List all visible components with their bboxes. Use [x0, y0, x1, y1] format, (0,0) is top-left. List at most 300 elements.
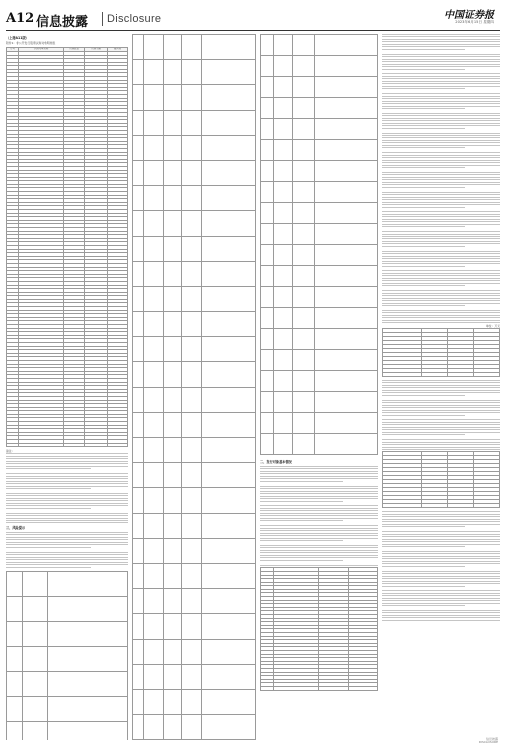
table-cell [164, 513, 182, 538]
text-line [382, 177, 500, 178]
table-row [261, 245, 378, 266]
table-cell [181, 261, 201, 286]
text-line [382, 439, 500, 440]
table-cell [164, 563, 182, 588]
text-line [6, 493, 128, 494]
table-cell [144, 563, 164, 588]
text-line [382, 571, 500, 572]
table-cell [314, 182, 377, 203]
text-line [260, 528, 378, 529]
table-row [7, 722, 128, 740]
detail-table-body [7, 572, 128, 740]
table-cell [273, 371, 292, 392]
table-cell [144, 614, 164, 639]
table-header-cell: 限售期 [108, 48, 128, 52]
text-line [382, 275, 500, 276]
text-line [382, 78, 500, 79]
financial-table-2 [382, 451, 500, 508]
text-line [260, 505, 378, 506]
investor-table-continued [260, 34, 378, 455]
table-cell [144, 236, 164, 261]
text-line [6, 552, 128, 553]
table-cell [261, 98, 274, 119]
table-cell [181, 538, 201, 563]
table-cell [181, 337, 201, 362]
table-cell [144, 463, 164, 488]
text-line [382, 118, 500, 119]
text-line [382, 199, 500, 200]
text-line [382, 432, 500, 433]
table-cell [348, 686, 377, 690]
text-line [382, 390, 500, 391]
table-row [261, 140, 378, 161]
subscriber-table-body [7, 51, 128, 446]
text-line [382, 293, 500, 294]
text-line [382, 152, 500, 153]
table-row [133, 715, 256, 740]
text-line [382, 263, 500, 264]
table-cell [144, 362, 164, 387]
table-cell [202, 337, 256, 362]
table-row [133, 186, 256, 211]
text-line [260, 530, 378, 531]
text-line [382, 298, 500, 299]
text-line [382, 140, 500, 141]
text-line [6, 503, 128, 504]
text-line [382, 593, 500, 594]
text-line [382, 46, 500, 47]
table-cell [293, 35, 315, 56]
table-row [7, 572, 128, 597]
table-row [261, 161, 378, 182]
text-line [6, 495, 128, 496]
table-row [261, 686, 378, 690]
table-row [261, 287, 378, 308]
table-cell [383, 504, 422, 508]
text-line [382, 59, 500, 60]
text-line [382, 605, 465, 606]
table-row [133, 689, 256, 714]
table-cell [144, 135, 164, 160]
text-line [382, 155, 500, 156]
text-line [6, 508, 91, 509]
table-cell [202, 488, 256, 513]
table-cell [22, 622, 47, 647]
text-line [382, 246, 465, 247]
table-cell [448, 372, 474, 376]
text-line [382, 39, 500, 40]
table-cell [474, 372, 500, 376]
table-row [7, 622, 128, 647]
table-cell [133, 589, 144, 614]
text-line [382, 179, 500, 180]
text-line [382, 258, 500, 259]
footer-line: DISCLOSURE [478, 740, 498, 745]
text-line [382, 576, 500, 577]
text-line [6, 456, 128, 457]
text-line [382, 536, 500, 537]
text-line [6, 518, 128, 519]
table-row [133, 538, 256, 563]
text-line [382, 615, 500, 616]
text-line [382, 412, 500, 413]
table-cell [261, 434, 274, 455]
table-cell [273, 182, 292, 203]
section-heading: 三、风险提示 [6, 525, 26, 530]
table-row [7, 647, 128, 672]
table-cell [22, 672, 47, 697]
table-cell [7, 443, 19, 447]
text-line [382, 44, 500, 45]
text-line [382, 64, 500, 65]
section-title-en: Disclosure [107, 13, 162, 25]
masthead [6, 6, 500, 28]
table-cell [133, 513, 144, 538]
text-line [382, 187, 465, 188]
table-cell [293, 308, 315, 329]
investor-table-body [133, 35, 256, 740]
footer-line: 信息披露 [485, 736, 498, 741]
table-row [261, 329, 378, 350]
table-cell [273, 308, 292, 329]
text-line [260, 478, 378, 479]
table-cell [133, 664, 144, 689]
table-cell [164, 664, 182, 689]
text-line [382, 553, 500, 554]
table-cell [293, 329, 315, 350]
table-cell [261, 35, 274, 56]
text-line [6, 547, 91, 548]
text-line [260, 565, 378, 566]
table-cell [144, 286, 164, 311]
table-row [261, 182, 378, 203]
text-line [382, 61, 500, 62]
table-header-cell: 认购金额 [85, 48, 108, 52]
table-cell [202, 186, 256, 211]
column-4 [382, 34, 500, 740]
text-line [382, 442, 500, 443]
table-cell [133, 463, 144, 488]
table-cell [164, 135, 182, 160]
table-cell [7, 622, 23, 647]
table-row [261, 413, 378, 434]
table-cell [202, 261, 256, 286]
text-line [382, 578, 500, 579]
table-cell [422, 504, 448, 508]
text-line [382, 238, 500, 239]
table-row [133, 387, 256, 412]
text-line [382, 546, 465, 547]
masthead-rule [6, 30, 500, 31]
table-cell [261, 182, 274, 203]
text-line [382, 583, 500, 584]
table-cell [273, 35, 292, 56]
block-heading: 二、发行对象基本情况 [260, 460, 292, 464]
table-row [7, 672, 128, 697]
table-cell [181, 85, 201, 110]
table-cell [181, 463, 201, 488]
text-line [382, 207, 465, 208]
table-cell [22, 597, 47, 622]
table-cell [202, 463, 256, 488]
table-cell [293, 161, 315, 182]
table-cell [144, 715, 164, 740]
text-line [382, 123, 500, 124]
table-row [261, 434, 378, 455]
footer-stamp [479, 738, 498, 745]
table-cell [144, 438, 164, 463]
text-line [382, 317, 500, 318]
text-line [260, 486, 378, 487]
text-line [382, 392, 500, 393]
table-row [133, 639, 256, 664]
text-line [382, 315, 500, 316]
table-cell [273, 140, 292, 161]
table-cell [47, 722, 127, 740]
table-cell [181, 614, 201, 639]
table-cell [181, 412, 201, 437]
text-line [260, 547, 378, 548]
text-line [6, 539, 128, 540]
text-line [6, 557, 128, 558]
table-cell [47, 597, 127, 622]
table-cell [164, 236, 182, 261]
text-line [6, 473, 128, 474]
text-line [382, 573, 500, 574]
table-cell [47, 672, 127, 697]
subscriber-table [6, 47, 128, 447]
table-cell [181, 589, 201, 614]
table-cell [181, 186, 201, 211]
text-line [382, 115, 500, 116]
text-line [260, 496, 378, 497]
table-cell [273, 98, 292, 119]
table-cell [85, 443, 108, 447]
table-row [133, 286, 256, 311]
text-line [382, 88, 465, 89]
table-cell [293, 266, 315, 287]
text-line [382, 73, 500, 74]
text-line [260, 501, 343, 502]
text-line [382, 551, 500, 552]
text-line [382, 563, 500, 564]
text-line [382, 620, 500, 621]
table-cell [144, 60, 164, 85]
text-line [382, 303, 500, 304]
table-row [133, 160, 256, 185]
table-cell [164, 35, 182, 60]
text-line [6, 453, 128, 454]
table-cell [133, 689, 144, 714]
table-cell [181, 211, 201, 236]
text-line [6, 458, 128, 459]
table-cell [261, 119, 274, 140]
detail-table [6, 571, 128, 740]
table-cell [181, 60, 201, 85]
text-line [382, 256, 500, 257]
table-cell [273, 224, 292, 245]
table-row [383, 372, 500, 376]
text-line [382, 147, 465, 148]
text-line [382, 36, 500, 37]
text-line [382, 283, 500, 284]
text-line [382, 182, 500, 183]
table-row [261, 203, 378, 224]
issue-date: 2023年6月15日 星期四 [455, 20, 494, 24]
table-cell [144, 160, 164, 185]
text-line [382, 322, 500, 323]
text-line [382, 610, 500, 611]
table-cell [293, 182, 315, 203]
table-cell [164, 715, 182, 740]
table-cell [448, 504, 474, 508]
table-row [383, 504, 500, 508]
table-cell [22, 647, 47, 672]
table-cell [108, 443, 128, 447]
table-cell [273, 329, 292, 350]
table-row [133, 412, 256, 437]
column-1 [6, 34, 128, 740]
table-cell [164, 488, 182, 513]
table-cell [133, 186, 144, 211]
text-line [382, 204, 500, 205]
body-text [260, 466, 378, 565]
text-line [382, 93, 500, 94]
table-row [133, 463, 256, 488]
table-cell [144, 689, 164, 714]
text-line [382, 157, 500, 158]
table-cell [181, 160, 201, 185]
table-row [261, 392, 378, 413]
body-text [6, 453, 128, 523]
table-cell [144, 538, 164, 563]
text-line [382, 41, 500, 42]
table-cell [144, 85, 164, 110]
table-cell [164, 438, 182, 463]
table-cell [164, 286, 182, 311]
table-cell [314, 329, 377, 350]
table-cell [133, 35, 144, 60]
table-row [261, 35, 378, 56]
text-line [260, 510, 378, 511]
table-cell [164, 538, 182, 563]
table-cell [133, 110, 144, 135]
text-line [382, 444, 500, 445]
table-cell [314, 56, 377, 77]
text-line [382, 407, 500, 408]
table-row [133, 614, 256, 639]
text-line [382, 612, 500, 613]
text-line [382, 290, 500, 291]
table-cell [164, 639, 182, 664]
table-cell [164, 463, 182, 488]
table-cell [202, 211, 256, 236]
text-line [382, 617, 500, 618]
table-cell [133, 160, 144, 185]
table-cell [133, 312, 144, 337]
text-line [382, 519, 500, 520]
table-cell [164, 362, 182, 387]
column-3 [260, 34, 378, 740]
table-row [133, 35, 256, 60]
table-row [133, 236, 256, 261]
table-cell [202, 513, 256, 538]
table-cell [293, 287, 315, 308]
table-cell [181, 35, 201, 60]
table-cell [314, 287, 377, 308]
table-cell [133, 412, 144, 437]
table-cell [261, 308, 274, 329]
text-line [382, 69, 465, 70]
table-cell [293, 350, 315, 371]
text-line [382, 402, 500, 403]
text-line [382, 174, 500, 175]
table-cell [261, 329, 274, 350]
text-line [6, 522, 128, 523]
table-cell [202, 135, 256, 160]
table-cell [474, 504, 500, 508]
text-line [382, 544, 500, 545]
table-cell [164, 211, 182, 236]
financial-table-body [383, 328, 500, 376]
text-line [382, 219, 500, 220]
table-row [7, 443, 128, 447]
text-line [260, 555, 378, 556]
text-line [260, 513, 378, 514]
table-cell [164, 186, 182, 211]
table-cell [47, 572, 127, 597]
text-line [382, 113, 500, 114]
table-cell [202, 639, 256, 664]
table-cell [181, 513, 201, 538]
table-cell [144, 337, 164, 362]
table-cell [133, 135, 144, 160]
text-line [382, 49, 465, 50]
text-line [260, 560, 343, 561]
text-line [6, 542, 128, 543]
table-cell [273, 203, 292, 224]
table-cell [314, 392, 377, 413]
table-cell [7, 647, 23, 672]
text-line [6, 532, 128, 533]
table-cell [314, 308, 377, 329]
text-line [6, 486, 128, 487]
note-label: 备注： [6, 449, 15, 454]
table-cell [181, 362, 201, 387]
text-line [382, 160, 500, 161]
table-row [261, 77, 378, 98]
text-line [260, 533, 378, 534]
table-cell [164, 689, 182, 714]
table-cell [273, 287, 292, 308]
text-line [382, 400, 500, 401]
text-line [6, 537, 128, 538]
table-cell [133, 261, 144, 286]
text-line [260, 550, 378, 551]
table-row [261, 98, 378, 119]
table-cell [273, 245, 292, 266]
table-cell [133, 211, 144, 236]
table-cell [133, 715, 144, 740]
text-line [382, 221, 500, 222]
table-cell [202, 614, 256, 639]
text-line [6, 463, 128, 464]
text-line [382, 526, 465, 527]
text-line [382, 54, 500, 55]
text-line [382, 270, 500, 271]
text-line [382, 273, 500, 274]
text-line [260, 491, 378, 492]
